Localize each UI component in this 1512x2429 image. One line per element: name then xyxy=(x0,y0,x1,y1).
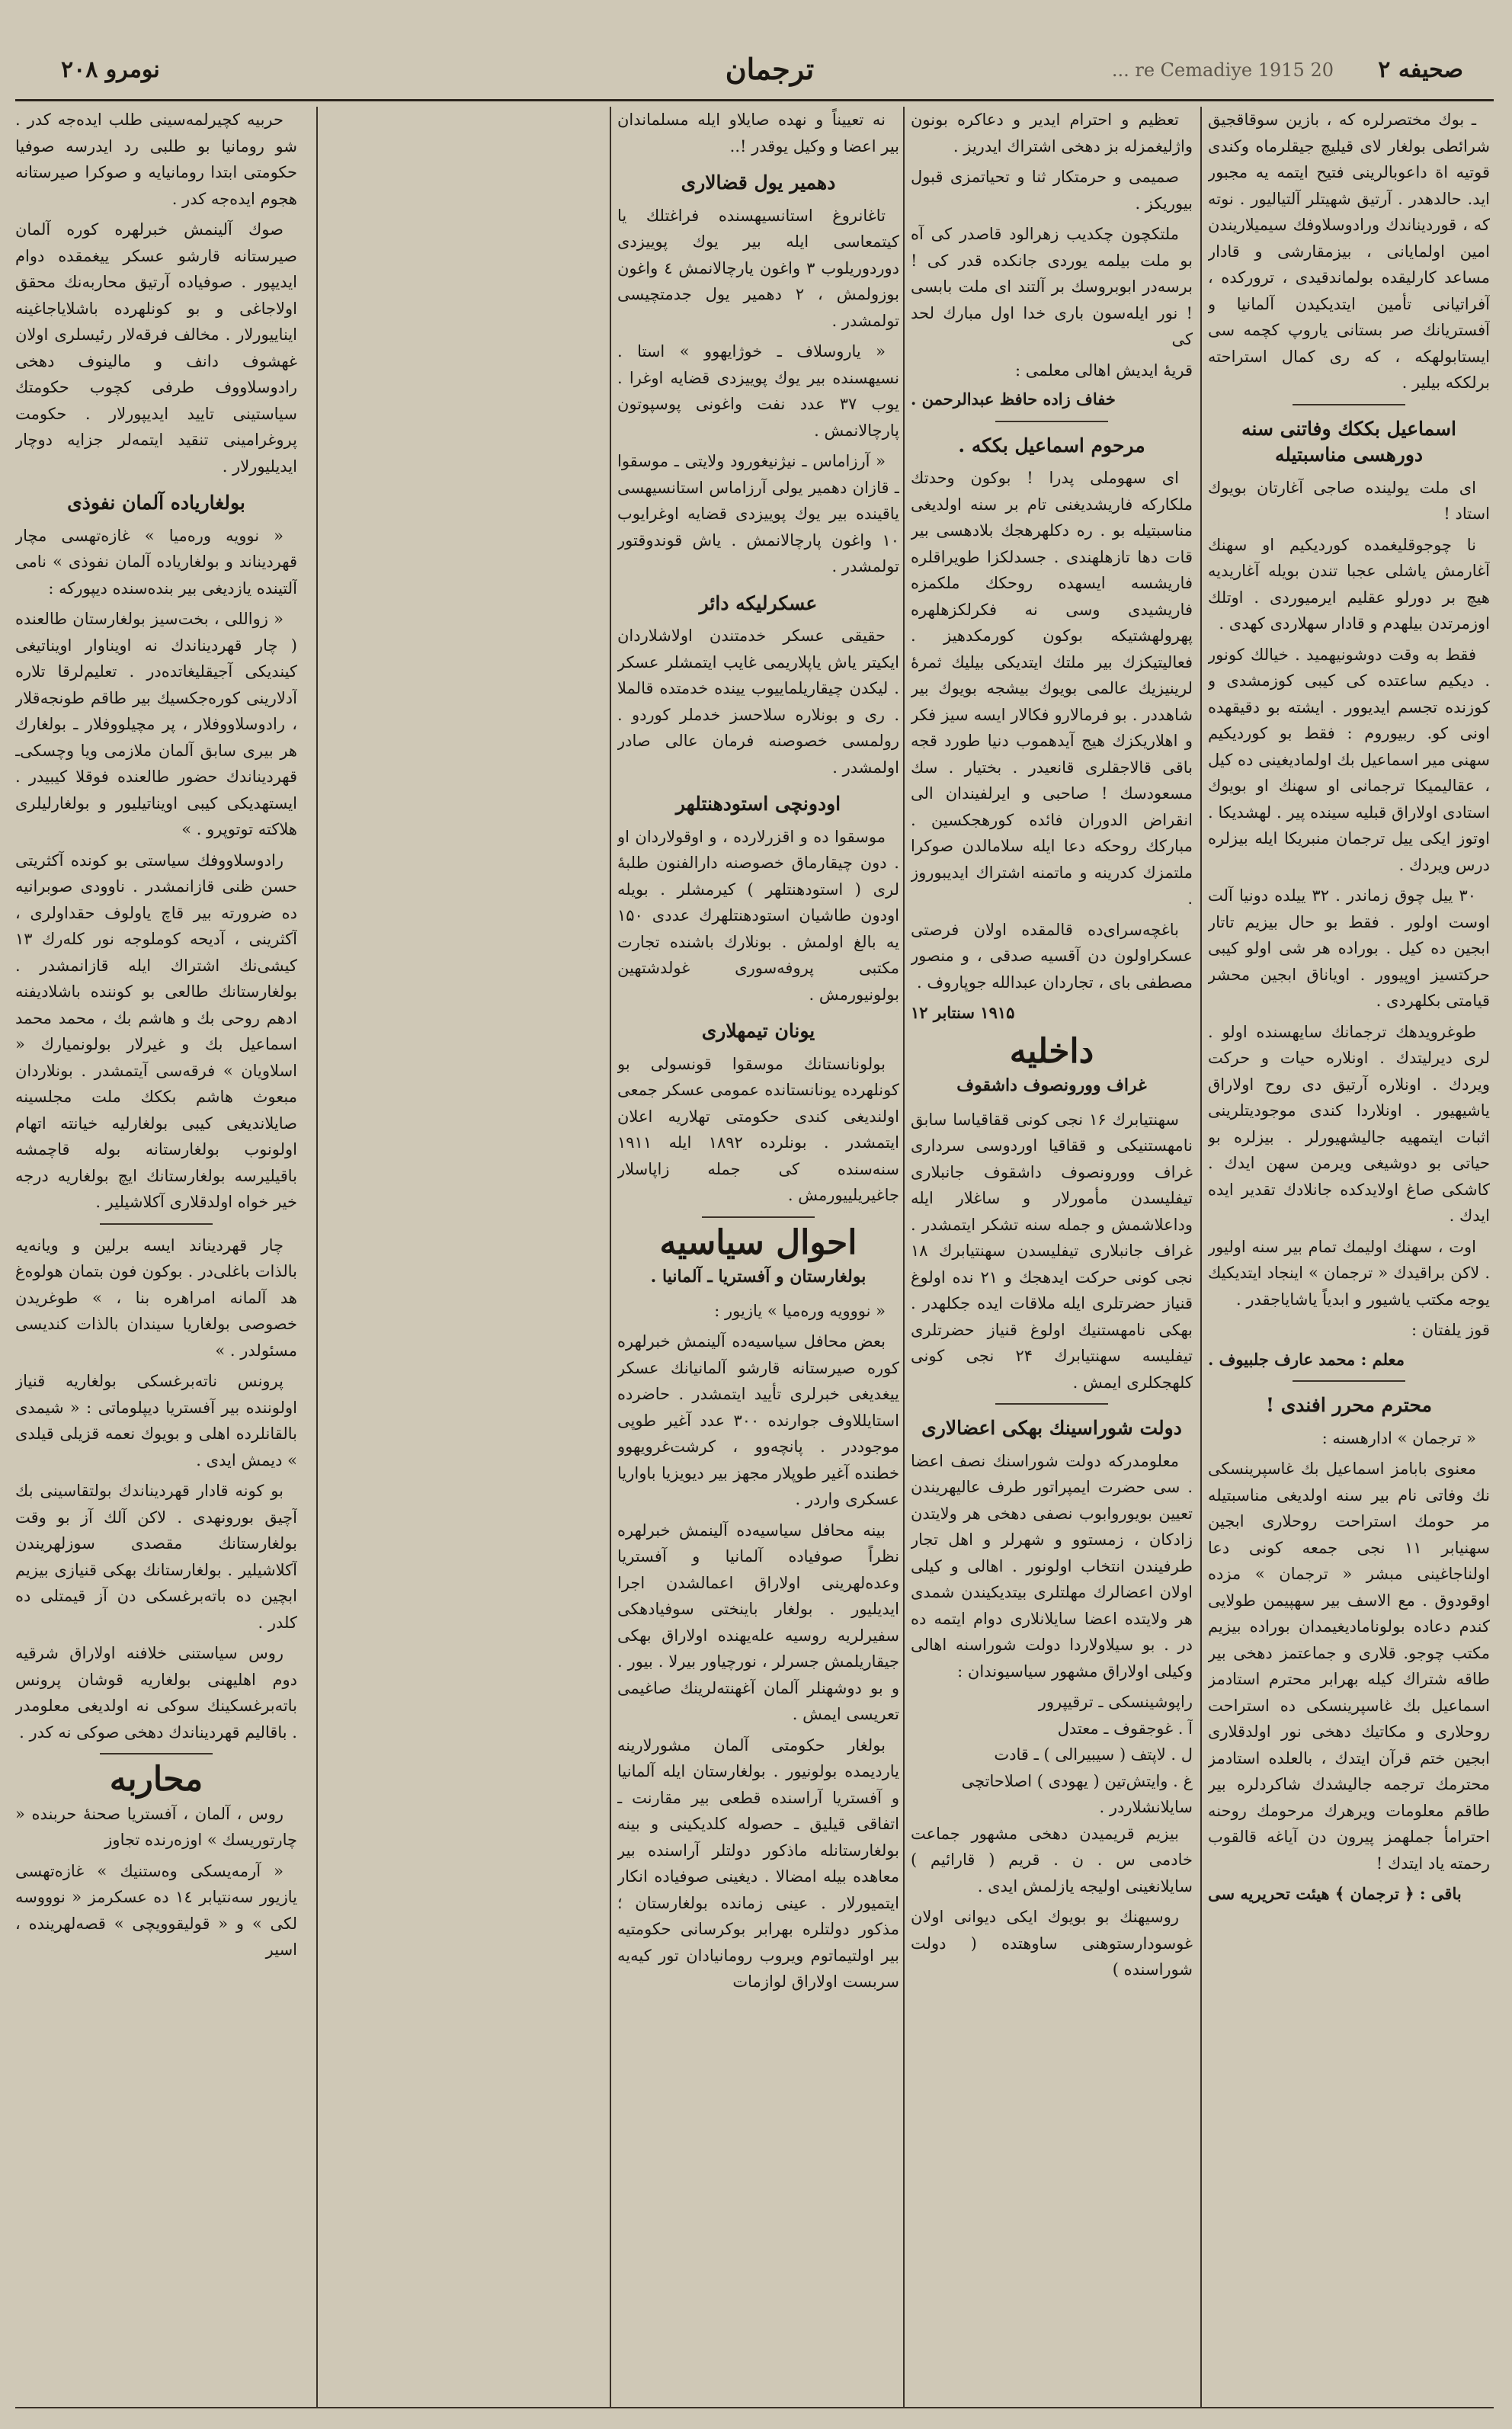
section-heading: احوال سیاسیه xyxy=(659,1223,857,1262)
paragraph: « آرمه‌یسكی وه‌ستنیك » غازه‌تهسی یازیور سه‌نتیابر ۱٤ ده عسكرمز « نوووسه لكی » و « قولیقوویچی » قصه‌لهرینده ، اسیر xyxy=(15,1861,297,1959)
paragraph: ای سهوملی پدرا ! بوكون وحدتك ملكاركه فاریشدیغنی تام بر سنه اولدیغی مناسبتیله بو . ره دكلهرهجك بلادهسی بیر قات دها تازهلهندی . جسدلكزا طویراقلره فاریشسه ایسهده روحكك ملكمزه فاریشیدی وسی نه فكرلكزهلهره پهرولهشتیكه بوكون كورمكدهیز . فعاليتیكزك بیر ملتك ایتدیكی بیلیك ثمرهٔ لرینیزیك عالمی بویوك بیشجه بویوك بیر شاهددر . بو فرمالارو فكالار ایسه سیز فكر و اهلاریكزك هیج آیدهموب دنیا طورد قجه باقی قالاجقلری قانعیدر . بختیار . سك مسعودسك ! صاحبی و ایرلفیندان الی انقراض الدوران فائده كورهجكسین . مباركك روحکه دعا ایله سلامالدن صوكرا ملتمزك كدرینه و ماتمنه اشتراك ایدیبوروز . xyxy=(911,469,1193,908)
list-item: غ . وایتش‌تین ( یهودی ) اصلاحاتچی سایلانشلاردر . xyxy=(961,1771,1193,1816)
paragraph: بولونانستانك موسقوا قونسولی بو كونلهرده یونانستانده عمومی عسكر جمعی اولندیغی كندی حكومتی تهلاریه اعلان ایتمشدر . بونلرده ۱۸۹۲ ایله ۱۹۱۱ سنه‌سنده كی جمله زاپاسلار جاغیریلییورمش . xyxy=(617,1054,899,1204)
list-item: آ . غوجقوف ـ معتدل xyxy=(1057,1719,1193,1738)
paragraph: « آرزاماس ـ نیژنیغورود ولایتی ـ موسقوا ـ قازان دهمیر یولی آرزاماس استانسیهسی یاقینده بیر یوك پوییزدی قضایه اوغرایوب ۱۰ واغون پارچالانمش . یاش قوندوقتور تولمشدر . xyxy=(617,452,899,575)
paragraph: بولغار حكومتی آلمان مشورلارینه یاردیمده بولونیور . بولغارستان ایله آلمانیا و آفستریا آراسنده قطعی بیر مقارنت ـ اتفاقی قیلیق ـ حصوله كلدیكینی و بینه بولغارستانله ماذكور دولتلر آراسنده بیر معاهده بیله امضالا . دیغینی صوفیاده انكار ایتمیورلار . عینی زمانده بولغارستان ؛ مذكور دولتلره بهرابر بوكرسانی حكومتیه بیر اولتیماتوم ویروب رومانیادان تور كیه‌یه سربست اولاراق لوازمات xyxy=(617,1735,899,1991)
paragraph: بیزیم قریمیدن دهخی مشهور جماعت خادمی س . ن . قریم ( قارائیم ) سایلانغینی اولیجه یازلمش ایدی . xyxy=(911,1824,1193,1895)
article-intro: ـ بوك مختصرلره كه ، بازين سوقاقجیق شرائطی بولغار لای قیلیچ جیقلرماه وكندی قوتیه اة داعوبالرینی فتیح ایتمه یه مجبور اید. حالدهدر . آرتیق شهیتلر آلتیالیور . نوته كه ، قوردیناندك ورادوسلاوفك سیمیلاریندن امین اولمایانی ، بیزمقارشی و قادار مساعد كارلیقده بولماندقیدی ، ترورکده ، آفراتیانی تأمین ایتدیكیدن آلمانیا و آفستریانك صر بستانی یاروپ كچمه سی ایستابولهكه ، كه ری كمال استراحته برلككه بیلیر . xyxy=(1208,111,1490,392)
paragraph: رادوسلاووفك سیاستی بو كونده آكثریتی حسن ظنی قازانمشدر . ناوودی صوبرانیه ده ضرورته بیر قاچ یاولوف حقداولری ، آكثرینی ، آدیحه كوملوجه نور كله‌رك ۱۳ كیشی‌نك اشتراك ایله قازانمشدر . بولغارستانك طالعی بو كوننده باشلادیفنه ادهم روحی بك و هاشم بك ، محمد محمد اسماعیل بك و غیرلار بولونمیارك « اسلاویان » فرقه‌سی آیتمشدر . بونلاردان مبعوث هاشم بككك ملت مجلسینه صایلاندیغی كیبی بولغارلیه خیانته اتهام اولونوب بولغارستانه بوله قاچمشه باقیلیرسه بولغارستانك ایچ بولغاریه درجه خیر خواه اولدقلاری آكلاشیلیر . xyxy=(15,851,297,1211)
paragraph: اوت ، سهنك اوليمك تمام بیر سنه اولیور . لاكن براقیدك « ترجمان » اینجاد ایتدیكیك یوجه مكتب یاشیور و ابدیاً یاشایاجقدر . xyxy=(1208,1237,1490,1309)
column-rule xyxy=(316,107,318,2408)
column-footer: باقی : ﴿ ترجمان ﴾ هیئت تحریریه سی xyxy=(1208,1884,1462,1903)
column-3 xyxy=(617,107,899,2408)
divider xyxy=(1293,1380,1405,1382)
divider xyxy=(995,1403,1108,1405)
section-heading: محاربه xyxy=(109,1760,203,1799)
paragraph: موسقوا ده و اقزرلارده ، و اوقولاردان او . دون چیقارماق خصوصنه دارالفنون طلبهٔ لری ( استودهنتلهر ) كیرمشلر . بویله اودون طاشیان استودهنتلهرك عددی ۱۵۰ یه بالغ اولمش . بونلارك باشنده تجارت مكتبی پروفه‌سوری غولدشتهین بولونیورمش . xyxy=(617,827,899,1004)
divider xyxy=(100,1753,213,1754)
signature-label: قریهٔ ایدیش اهالی معلمی : xyxy=(1014,361,1193,380)
paragraph: « ترجمان » ادارهسنه : xyxy=(1321,1428,1476,1447)
paragraph: حربیه كچیرلمه‌سینی طلب ایده‌جه كدر . شو رومانیا بو طلبی رد ایدرسه صوفیا حكومتی ابتدا رومانیایه و صوكرا صیرستانه هجوم ایده‌جه كدر . xyxy=(15,111,297,208)
signature: معلم : محمد عارف جلبیوف . xyxy=(1208,1349,1405,1369)
article-heading: اسماعيل بككك وفاتنی سنه دورهسی مناسبتیله xyxy=(1241,417,1456,466)
article-heading: دولت شوراسینك بهكی اعضالاری xyxy=(921,1417,1182,1439)
paragraph: روسیهنك بو بویوك ایكی دیوانی اولان غوسودارستوهنی ساوهتده ( دولت شوراسنده ) xyxy=(911,1908,1193,1979)
paragraph: « نوویه وره‌میا » غازه‌تهسی مچار قهردیناند و بولغاریاده آلمان نفوذی » نامی آلتینده یازدیغی بیر بنده‌سنده دیپوركه : xyxy=(15,526,297,598)
article-heading: یونان تیمهلاری xyxy=(701,1020,815,1042)
signature-label: قوز یلفتان : xyxy=(1411,1321,1490,1339)
paragraph: روس ، آلمان ، آفستریا صحنهٔ حربنده « چارتوریسك » اوزه‌رنده تجاوز xyxy=(15,1804,297,1849)
paragraph: تاغانروغ استانسیهسنده فراغتلك یا كیتمعاسی ایله بیر یوك پوییزدی دوردوریلوب ۳ واغون یارچالانمش ٤ واغون بوزولمش ، ۲ دهمیر یول جدمتچیسی تولمشدر . xyxy=(617,206,899,330)
article-heading: عسكرلیكه دائر xyxy=(699,591,818,614)
paragraph: صوك آلینمش خبرلهره كوره آلمان صیرستانه قارشو عسكر ییغمقده دوام ایدیپور . صوفیاده آرتیق محاربه‌نك محقق اولاجاغی و بو كونلهرده باشلایاجاغینه ایناییورلار . مخالف فرقه‌لار رئیسلری اولان غهشوف دانف و مالینوف دهخی رادوسلاووف طرفی كچوب حكومتك سیاستینی تایید ایدیپورلار . حكومت پروغرامینی تنقید ایتمه‌لر جزایه دوچار ایدیلیورلار . xyxy=(15,220,297,476)
paragraph: معلومدركه دولت شوراسنك نصف اعضا . سی حضرت ایمپراتور طرف عالیهریندن تعیین بویوروابوب نصفی دهخی هر ولایتدن زادكان ، زمستوو و شهرلر و اهل تجار طرفیندن انتخاب اولونور . اهالی و كیلی اولان اعضالرك مهلتلری بیتدیكیندن شمدی هر ولایتده اعضا سایلانلاری دوام ایتمه ده در . بو سیلاولاردا دولت شوراسنه اهالی وكیلی اولاراق مشهور سیاسیوندان : xyxy=(911,1451,1193,1681)
page-number: صحیفه ۲ xyxy=(1378,56,1463,83)
bottom-rule xyxy=(15,2407,1494,2408)
masthead-title: ترجمان xyxy=(725,52,815,86)
paragraph: بینه محافل سیاسیه‌ده آلینمش خبرلهره نظراً صوفیاده آلمانیا و آفستریا وعده‌لهرینی اولاراق اعمالشدن اجرا ایدیلیور . بولغار باینختی سوفیادهكی سفیرلریه روسیه عله‌یهنده اولاراق بهكی جیقاریلمش جسرلر ، نورچیاور بیرلا . بیور . و بو دوشهنلر آلمان آغهنته‌لرینك صاغیمی تعریسی ایمش . xyxy=(617,1521,899,1723)
paragraph: « زواللی ، بخت‌سیز بولغارستان طالعنده ( چار قهردیناندك نه اویناوار اویناتیغی كیندیكی آجیقلیغاتده‌در . تعلیم‌لرقا تلاره آدلارینی كوره‌جكسیك بیر طاقم طونجه‌قلار ، رادوسلاووفلار ، پر مچیلووفلار ـ بولغارك هر بیری سابق آلمان ملازمی ویا وچسكی‌ـ قهردیناندك حضور طالعنده فوقلا كیبیدر . ایستهدیكی كیبی اویناتیلیور و بولغارلیلری هلاكته توتوپرو . » xyxy=(15,610,297,838)
paragraph: فقط به وقت دوشونیهمید . خیالك كونور . دیكیم ساعتده كی كیبی كوزمشدی و كوزنده تجسم ایدیوور . ایشته بو دقیقهده اونی كو. ربیوروم : فقط بو كوردیكیم سهنی میر اسماعیل بك اولمادیغینی ده كیل ، عقالیمیكا ترجمانی او سهنك او بویوك استادی اولاراق قبلیه سینده پیر . لهشدیكا . اوتوز ایكی ییل ترجمان منبریكا ایله بیزلره درس ویردك . xyxy=(1208,645,1490,874)
paragraph: « نووویه وره‌میا » یازیور : xyxy=(714,1301,886,1320)
divider xyxy=(995,421,1108,422)
divider xyxy=(702,1216,815,1218)
paragraph: نه تعییناً و نهده صایلاو ایله مسلماندان بیر اعضا و وكیل یوقدر !.. xyxy=(617,111,899,155)
paragraph: باغچه‌سرای‌ده قالمقده اولان فرصتی عسكراولون دن آقسیه صدقی ، و منصور مصطفی بای ، تجاردان عبدالله جوپاروف . xyxy=(911,920,1193,992)
list-item: ل . لاپتف ( سیبیرالی ) ـ قادت xyxy=(994,1745,1193,1764)
issue-number: نومرو ۲۰۸ xyxy=(61,56,160,83)
header-date: 20 re Cemadiye 1915 ... xyxy=(1111,59,1334,81)
article-heading: مرحوم اسماعيل بككه . xyxy=(958,434,1145,457)
paragraph: معنوی بابامز اسماعیل بك غاسپرینسكی نك وفاتی نام بیر سنه اولدیغی مناسبتیله مر حومك استراحت روحلاری ابجین سهنیابر ۱۱ نجی جمعه كونی دعا اولناجاغینی مبشر « ترجمان » مزده اوقودوق . مع الاسف بیر سهپیمن طولایی كندم دعاده بولوناماديغیمدان بوراده بیزیم مكتب چوجو. قلاری و جماعتمز دهخی بیر طاقه شتراك كیله بهرابر محترم استادمز اسماعیل بك غاسپرینسكی ده استراحت روحلاری و مكاتیك دهخی نور اولدقلاری ابجین ختم قرآن ایتدك ، بالعلده استادمز محترمك ترجمه جالیشدك شاكردلره بیر طاقم معلومات ویرهرك مرحومك روحنه احترامأ جملهمز پیرون دن آیاغه قالقوب رحمته یاد ایتدك ! xyxy=(1208,1460,1490,1873)
column-rule xyxy=(610,107,611,2408)
divider xyxy=(100,1223,213,1225)
paragraph: پرونس ناته‌برغسكی بولغاریه قنیاز اولوننده بیر آفستریا دیپلوماتی : « شیمدی بالقانلر‌ده اهلی و بویوك نعمه قزیلی قیلدی » دیمش ایدی . xyxy=(15,1372,297,1469)
column-rule xyxy=(903,107,905,2408)
section-heading: داخلیه xyxy=(1009,1031,1094,1071)
letter-heading: محترم محرر افندی ! xyxy=(1266,1394,1432,1416)
article-heading: اودونچی استودهنتلهر xyxy=(675,793,841,815)
letter-date: ۱۹۱۵ سنتابر ۱۲ xyxy=(911,1003,1015,1022)
paragraph: طوغرویدهك ترجمانك سایهسنده اولو . لری دیرلیتدك . اونلاره حیات و حركت ویردك . اونلاره آرتیق دی روح اولاراق یاشیهیور . اونلاردا كندی موجودیتلرینی اثبات ایتمهیه جالیشهیورلر . بیزلره بو حیاتی بو دوشیغی ویرمن سهن ایدك . كاشكی صاغ اولایدكده جانلادك تقدیر ایده ایدك . xyxy=(1208,1022,1490,1225)
column-1 xyxy=(1208,107,1490,2408)
paragraph: « یاروسلاف ـ خوژایهوو » استا . نسیهسنده بیر یوك پوییزدی قضایه اوغرا . یوب ۳۷ عدد نفت واغونی پوسپوتون پارچالانمش . xyxy=(617,342,899,440)
article-heading: غراف وورونصوف داشقوف xyxy=(956,1075,1147,1095)
paragraph: روس سیاستنی خلافنه اولاراق شرقیه دوم اهلیهنی بولغاریه قوشان پرونس باته‌برغسكینك سوكی نه اولدیغی معلومدر . باقالیم قهردیناندك دهخی صوكی نه كدر . xyxy=(15,1644,297,1742)
paragraph: حقیقی عسكر خدمتندن اولاشلاردان ایكیتر یاش یاپلاریمی غایب ایتمشلر عسكر . لیكدن چیقاریلماییوب یینده خدمتده قالملا . ری و بونلاره سلاحسز خدملر كوردو . رولمسی خصوصنه فرمان عالی صادر اولمشدر . xyxy=(617,626,899,777)
paragraph: نا چوجوقلیغمده كوردیكیم او سهنك آغارمش یاشلی عجبا تندن بویله آغاریدیه هیچ بر دورلو عقلیم ایرمیوردی . اوتلك اوزمرتدن بیلهدم و قادار سهلاردی كهدی . xyxy=(1208,535,1490,633)
paragraph: چار قهردیناند ایسه برلین و ویانه‌یه بالذات باغلی‌در . بوكون فون بتمان هولوه‌غ هد آلمانه امراهره بنا ، » طوغریدن خصوصی بولغاریا سیندان بالذات كندیسی مسئولدر . » xyxy=(15,1235,297,1360)
list-item: راپوشینسكی ـ ترقیپرور xyxy=(1038,1693,1193,1711)
column-2 xyxy=(911,107,1193,2408)
paragraph: ای ملت یولینده صاجی آغارتان بویوك استاد ! xyxy=(1208,478,1490,523)
page-header xyxy=(15,46,1494,101)
column-rule xyxy=(1200,107,1202,2408)
paragraph: صمیمی و حرمتكار ثنا و تحیاتمزی قبول بیوریكز . xyxy=(911,168,1193,213)
paragraph: بعض محافل سیاسیه‌ده آلینمش خبرلهره كوره صیرستانه قارشو آلمانیانك عسكر ییغدیغی خبرلری تأیید ایتمشدر . حاضرده استایللاوف جوارنده ۳۰۰ عدد آغیر طوپی موجوددر . پانچه‌وو ، كرشت‌غرویهوو خطنده آغیر طوپلار مجهز بیر دیویزیا باواریا عسكری واردر . xyxy=(617,1332,899,1508)
paragraph: تعظیم و احترام ایدیر و دعاكره بونون واژلیغمزله بز دهخی اشتراك ایدریز . xyxy=(911,111,1193,155)
poem: ملتكچون چكدیب زهرالود قاصدر كی آه بو ملت بیلمه یوردی جانكده قدر كی ! برسه‌در ابوبروسك بر آلتند ای ملت بابسی ! نور ایله‌سون باری خدا اول مبارك لحد كی xyxy=(911,225,1193,348)
divider xyxy=(1293,404,1405,405)
article-heading: بولغاریاده آلمان نفوذی xyxy=(67,492,245,514)
signature: خفاف زاده حافظ عبدالرحمن . xyxy=(911,389,1116,409)
article-heading: بولغارستان و آفستریا ـ آلمانیا . xyxy=(650,1267,867,1287)
article-heading: دهمیر یول قضالاری xyxy=(681,171,836,194)
column-4 xyxy=(15,107,297,2408)
paragraph: بو كونه قادار قهرديناندك بولتقاسینی بك آچیق بورونهدی . لاكن آلك آز بو وقت بولغارستانك مقصدی سوزلهریندن آكلاشیلیر . بولغارستانك بهكی قنیازی بیزیم ابچین ده باته‌برغسكی دن آز قیمتلی ده كلدر . xyxy=(15,1482,297,1632)
paragraph: ۳۰ ییل چوق زماندر . ۳۲ ییلده دونیا آلت اوست اولور . فقط بو حال بیزیم تاتار ابجین ده كیل . بوراده هر شی اولو كیبی حركتسیز اوپیوور . اویاناق ابجین محشر قیامتی بكلهردی . xyxy=(1208,886,1490,1010)
paragraph: سهنتیابرك ۱۶ نجی كونی ققاقیاسا سابق نامهستنیكی و ققاقیا اوردوسی سرداری غراف وورونصوف داشقوف جانبلاری تیفلیسدن مأمورلار و ساغلار ایله وداعلاشمش و جمله سنه تشكر ایتمشدر . غراف جانبلاری تیفلیسدن سهنتیابرك ۱۸ نجی كونی حركت ایدهجك و ۲۱ نده اولوغ قنیاز حضرتلری ایله ملاقات ایده جكلهدر . بهكی نامهستنیك اولوغ قنیاز حضرتلری تیفلیسه سهنتیابرك ۲۴ نجی كونی كلهجكلری ایمش . xyxy=(911,1110,1193,1392)
